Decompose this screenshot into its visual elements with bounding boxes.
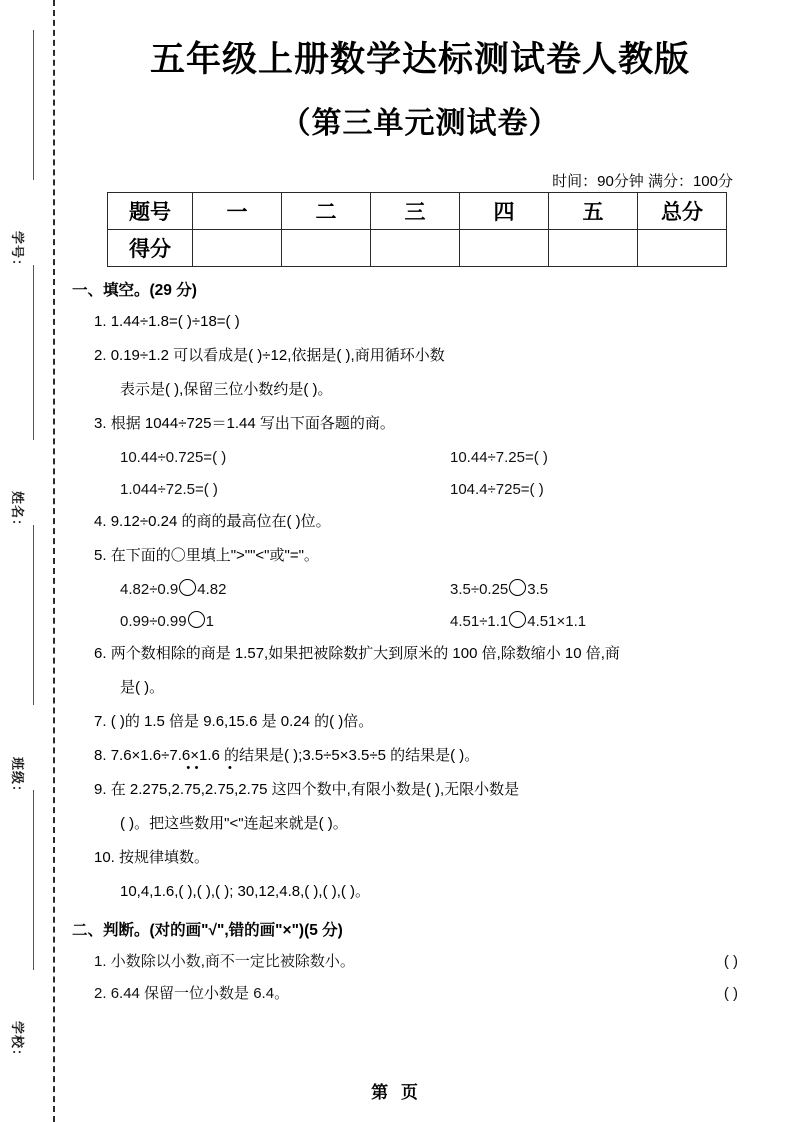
question-1-10-number: 10. — [94, 849, 115, 866]
question-1-3-row-1 — [72, 442, 778, 474]
question-1-6-text-line1: 两个数相除的商是 1.57,如果把被除数扩大到原米的 100 倍,除数缩小 10 倍,商 — [110, 645, 620, 662]
question-1-5-row-2 — [72, 606, 778, 638]
question-1-7-number: 7. — [94, 713, 107, 730]
margin-label-class: 班级： — [10, 756, 25, 799]
question-1-4-number: 4. — [94, 513, 107, 530]
score-cell-1[interactable] — [193, 230, 282, 267]
question-2-2-body — [94, 978, 289, 1010]
question-1-3-item-b: 10.44÷7.25=( ) — [450, 449, 548, 466]
question-1-9-number: 9. — [94, 781, 107, 798]
section-heading-fill-in-blank: 一、填空。(29 分) — [72, 282, 197, 299]
table-row-scores — [108, 230, 727, 267]
question-1-3-item-a: 10.44÷0.725=( ) — [120, 449, 227, 466]
page-footer: 第 页 — [371, 1083, 422, 1102]
repeating-digit-3: • 5 — [226, 774, 234, 806]
margin-rule-3 — [33, 525, 34, 705]
question-1-3-item-c: 1.044÷72.5=( ) — [120, 481, 218, 498]
question-1-6-number: 6. — [94, 645, 107, 662]
question-1-4-text: 9.12÷0.24 的商的最高位在( )位。 — [110, 513, 331, 530]
score-table-row-header-score: 得分 — [108, 230, 193, 267]
question-2-2-text: 6.44 保留一位小数是 6.4。 — [110, 985, 290, 1002]
question-1-10-sequence: 10,4,1.6,( ),( ),( ); 30,12,4.8,( ),( ),( )。 — [120, 883, 371, 900]
score-cell-3[interactable] — [371, 230, 460, 267]
question-1-9-line1 — [72, 774, 778, 806]
question-1-5-compare-d — [450, 606, 586, 638]
section-heading-true-false: 二、判断。(对的画"√",错的画"×")(5 分) — [72, 922, 343, 939]
score-table-col-4: 四 — [460, 193, 549, 230]
question-1-3-item-d: 104.4÷725=( ) — [450, 481, 544, 498]
question-1-9-mid: ,2.7 — [200, 781, 226, 798]
circle-blank-icon[interactable] — [509, 611, 526, 628]
question-1-3-number: 3. — [94, 415, 107, 432]
circle-blank-icon[interactable] — [509, 579, 526, 596]
question-1-7 — [72, 706, 778, 738]
question-2-1-answer-blank[interactable]: ( ) — [723, 953, 738, 970]
score-table — [107, 192, 727, 267]
q5-c-left: 0.99÷0.99 — [120, 613, 187, 630]
question-1-5-compare-c — [120, 606, 450, 638]
score-cell-5[interactable] — [549, 230, 638, 267]
question-1-9-suffix: ,2.75 这四个数中,有限小数是( ),无限小数是 — [234, 781, 520, 798]
question-1-9-prefix: 在 2.275,2. — [110, 781, 185, 798]
question-1-3-text: 根据 1044÷725＝1.44 写出下面各题的商。 — [110, 415, 395, 432]
question-2-1 — [72, 946, 778, 978]
question-1-5-compare-b — [450, 574, 548, 606]
circle-blank-icon[interactable] — [188, 611, 205, 628]
margin-dashed-line — [53, 0, 55, 1122]
margin-rule-4 — [33, 790, 34, 970]
question-1-3 — [72, 408, 778, 440]
question-1-1 — [72, 306, 778, 338]
question-1-2-number: 2. — [94, 347, 107, 364]
question-1-5-row-1 — [72, 574, 778, 606]
question-1-8-text: 7.6×1.6÷7.6×1.6 的结果是( );3.5÷5×3.5÷5 的结果是( )。 — [110, 747, 480, 764]
q5-d-left: 4.51÷1.1 — [450, 613, 509, 630]
question-1-2-line1 — [72, 340, 778, 372]
q5-d-right: 4.51×1.1 — [527, 613, 587, 630]
circle-blank-icon[interactable] — [179, 579, 196, 596]
margin-label-student-id: 学号： — [10, 230, 25, 273]
q5-b-right: 3.5 — [527, 581, 549, 598]
question-2-1-number: 1. — [94, 953, 107, 970]
question-2-2 — [72, 978, 778, 1010]
repeating-digit-1: • 7 — [184, 774, 192, 806]
question-1-5-compare-a — [120, 574, 450, 606]
score-table-col-5: 五 — [549, 193, 638, 230]
exam-meta-info: 时间：90分钟 满分：100分 — [552, 173, 733, 190]
question-2-1-body — [94, 946, 355, 978]
q5-b-left: 3.5÷0.25 — [450, 581, 509, 598]
exam-content — [72, 278, 778, 1010]
question-1-8 — [72, 740, 778, 772]
q5-a-right: 4.82 — [197, 581, 227, 598]
score-cell-4[interactable] — [460, 230, 549, 267]
question-1-2-line2: 表示是( ),保留三位小数约是( )。 — [120, 381, 333, 398]
repeating-digit-2: • 5 — [192, 774, 200, 806]
question-1-6-line1 — [72, 638, 778, 670]
question-1-1-text: 1.44÷1.8=( )÷18=( ) — [110, 313, 240, 330]
question-1-6-line2: 是( )。 — [120, 679, 165, 696]
q5-a-left: 4.82÷0.9 — [120, 581, 179, 598]
question-1-2-text-line1: 0.19÷1.2 可以看成是( )÷12,依据是( ),商用循环小数 — [110, 347, 445, 364]
question-1-5 — [72, 540, 778, 572]
question-1-8-number: 8. — [94, 747, 107, 764]
margin-rule-2 — [33, 265, 34, 440]
question-1-3-row-2 — [72, 474, 778, 506]
question-1-9-line2: ( )。把这些数用"<"连起来就是( )。 — [120, 815, 348, 832]
question-1-5-text: 在下面的〇里填上">""<"或"="。 — [110, 547, 319, 564]
question-1-10 — [72, 842, 778, 874]
question-1-7-text: ( )的 1.5 倍是 9.6,15.6 是 0.24 的( )倍。 — [110, 713, 374, 730]
question-1-1-number: 1. — [94, 313, 107, 330]
page-subtitle: （第三单元测试卷） — [280, 107, 560, 140]
score-table-col-3: 三 — [371, 193, 460, 230]
score-table-col-total: 总分 — [638, 193, 727, 230]
score-table-row-header-question: 题号 — [108, 193, 193, 230]
q5-c-right: 1 — [205, 613, 214, 630]
question-1-4 — [72, 506, 778, 538]
score-cell-total[interactable] — [638, 230, 727, 267]
margin-label-name: 姓名： — [10, 490, 25, 533]
question-1-10-text: 按规律填数。 — [119, 849, 210, 866]
question-2-2-answer-blank[interactable]: ( ) — [723, 985, 738, 1002]
margin-rule-1 — [33, 30, 34, 180]
question-2-2-number: 2. — [94, 985, 107, 1002]
score-cell-2[interactable] — [282, 230, 371, 267]
page-title: 五年级上册数学达标测试卷人教版 — [149, 40, 690, 79]
question-2-1-text: 小数除以小数,商不一定比被除数小。 — [110, 953, 355, 970]
score-table-col-1: 一 — [193, 193, 282, 230]
score-table-col-2: 二 — [282, 193, 371, 230]
question-1-5-number: 5. — [94, 547, 107, 564]
margin-label-school: 学校： — [10, 1020, 25, 1063]
table-row-question-numbers — [108, 193, 727, 230]
